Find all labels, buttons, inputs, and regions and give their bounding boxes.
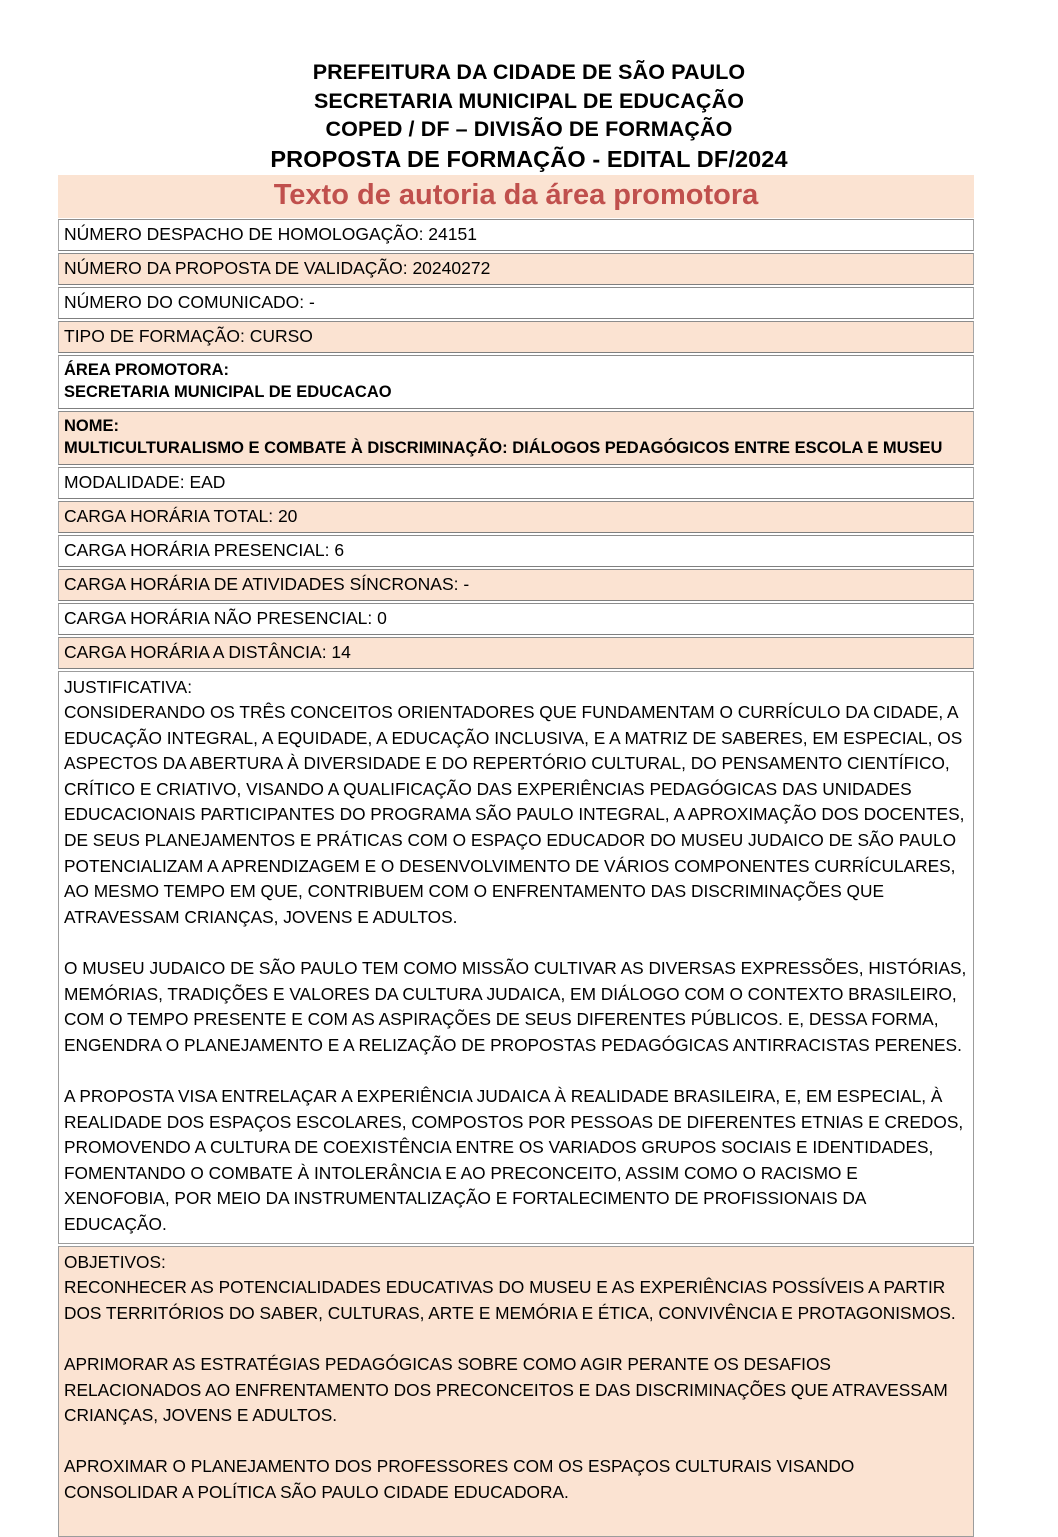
form-table [58,175,974,1537]
authorship-banner-text: Texto de autoria da área promotora [274,179,759,211]
header-line-proposta: PROPOSTA DE FORMAÇÃO - EDITAL DF/2024 [0,144,1058,175]
area-promotora-label: ÁREA PROMOTORA: [64,359,969,381]
justificativa-spacer-1 [64,930,967,956]
field-numero-despacho: NÚMERO DESPACHO DE HOMOLOGAÇÃO: 24151 [58,219,974,251]
objetivos-spacer-2 [64,1429,967,1455]
document-header [0,0,1058,175]
objetivos-spacer-1 [64,1326,967,1352]
field-carga-presencial: CARGA HORÁRIA PRESENCIAL: 6 [58,535,974,567]
field-carga-sincronas: CARGA HORÁRIA DE ATIVIDADES SÍNCRONAS: - [58,569,974,601]
field-carga-distancia: CARGA HORÁRIA A DISTÂNCIA: 14 [58,637,974,669]
area-promotora-value: SECRETARIA MUNICIPAL DE EDUCACAO [64,381,969,403]
authorship-banner [58,175,974,218]
header-line-prefeitura: PREFEITURA DA CIDADE DE SÃO PAULO [0,58,1058,87]
justificativa-paragraph-3: A PROPOSTA VISA ENTRELAÇAR A EXPERIÊNCIA JUDAICA À REALIDADE BRASILEIRA, E, EM ESPECIAL, À REALIDADE DOS ESPAÇOS ESCOLARES, COMPOSTOS POR PESSOAS DE DIFERENTES ETNIAS E CREDOS, PROMOVENDO A CULTURA DE COEXISTÊNCIA ENTRE OS VARIADOS GRUPOS SOCIAIS E IDENTIDADES, FOMENTANDO O COMBATE À INTOLERÂNCIA E AO PRECONCEITO, ASSIM COMO O RACISMO E XENOFOBIA, POR MEIO DA INSTRUMENTALIZAÇÃO E FORTALECIMENTO DE PROFISSIONAIS DA EDUCAÇÃO. [64,1084,967,1238]
nome-label: NOME: [64,415,969,437]
justificativa-label: JUSTIFICATIVA: [64,675,967,701]
objetivos-paragraph-1: RECONHECER AS POTENCIALIDADES EDUCATIVAS DO MUSEU E AS EXPERIÊNCIAS POSSÍVEIS A PARTIR DOS TERRITÓRIOS DO SABER, CULTURAS, ARTE E MEMÓRIA E ÉTICA, CONVIVÊNCIA E PROTAGONISMOS. [64,1275,967,1326]
field-numero-proposta: NÚMERO DA PROPOSTA DE VALIDAÇÃO: 20240272 [58,253,974,285]
nome-value: MULTICULTURALISMO E COMBATE À DISCRIMINAÇÃO: DIÁLOGOS PEDAGÓGICOS ENTRE ESCOLA E MUSEU [64,437,969,459]
field-carga-nao-presencial: CARGA HORÁRIA NÃO PRESENCIAL: 0 [58,603,974,635]
header-line-secretaria: SECRETARIA MUNICIPAL DE EDUCAÇÃO [0,87,1058,116]
header-line-coped: COPED / DF – DIVISÃO DE FORMAÇÃO [0,115,1058,144]
justificativa-paragraph-2: O MUSEU JUDAICO DE SÃO PAULO TEM COMO MISSÃO CULTIVAR AS DIVERSAS EXPRESSÕES, HISTÓRIAS, MEMÓRIAS, TRADIÇÕES E VALORES DA CULTURA JUDAICA, EM DIÁLOGO COM O CONTEXTO BRASILEIRO, COM O TEMPO PRESENTE E COM AS ASPIRAÇÕES DE SEUS DIFERENTES PÚBLICOS. E, DESSA FORMA, ENGENDRA O PLANEJAMENTO E A RELIZAÇÃO DE PROPOSTAS PEDAGÓGICAS ANTIRRACISTAS PERENES. [64,956,967,1058]
objetivos-label: OBJETIVOS: [64,1250,967,1276]
field-tipo-formacao: TIPO DE FORMAÇÃO: CURSO [58,321,974,353]
justificativa-spacer-2 [64,1058,967,1084]
objetivos-paragraph-3: APROXIMAR O PLANEJAMENTO DOS PROFESSORES COM OS ESPAÇOS CULTURAIS VISANDO CONSOLIDAR A POLÍTICA SÃO PAULO CIDADE EDUCADORA. [64,1454,967,1505]
field-area-promotora [58,355,974,409]
section-justificativa [58,671,974,1244]
objetivos-spacer-3 [64,1506,967,1532]
field-nome [58,411,974,465]
justificativa-paragraph-1: CONSIDERANDO OS TRÊS CONCEITOS ORIENTADORES QUE FUNDAMENTAM O CURRÍCULO DA CIDADE, A EDUCAÇÃO INTEGRAL, A EQUIDADE, A EDUCAÇÃO INCLUSIVA, E A MATRIZ DE SABERES, EM ESPECIAL, OS ASPECTOS DA ABERTURA À DIVERSIDADE E DO REPERTÓRIO CULTURAL, DO PENSAMENTO CIENTÍFICO, CRÍTICO E CRIATIVO, VISANDO A QUALIFICAÇÃO DAS EXPERIÊNCIAS PEDAGÓGICAS DAS UNIDADES EDUCACIONAIS PARTICIPANTES DO PROGRAMA SÃO PAULO INTEGRAL, A APROXIMAÇÃO DOS DOCENTES, DE SEUS PLANEJAMENTOS E PRÁTICAS COM O ESPAÇO EDUCADOR DO MUSEU JUDAICO DE SÃO PAULO POTENCIALIZAM A APRENDIZAGEM E O DESENVOLVIMENTO DE VÁRIOS COMPONENTES CURRÍCULARES, AO MESMO TEMPO EM QUE, CONTRIBUEM COM O ENFRENTAMENTO DAS DISCRIMINAÇÕES QUE ATRAVESSAM CRIANÇAS, JOVENS E ADULTOS. [64,700,967,930]
field-numero-comunicado: NÚMERO DO COMUNICADO: - [58,287,974,319]
section-objetivos [58,1246,974,1537]
field-modalidade: MODALIDADE: EAD [58,467,974,499]
objetivos-paragraph-2: APRIMORAR AS ESTRATÉGIAS PEDAGÓGICAS SOBRE COMO AGIR PERANTE OS DESAFIOS RELACIONADOS AO ENFRENTAMENTO DOS PRECONCEITOS E DAS DISCRIMINAÇÕES QUE ATRAVESSAM CRIANÇAS, JOVENS E ADULTOS. [64,1352,967,1429]
field-carga-total: CARGA HORÁRIA TOTAL: 20 [58,501,974,533]
